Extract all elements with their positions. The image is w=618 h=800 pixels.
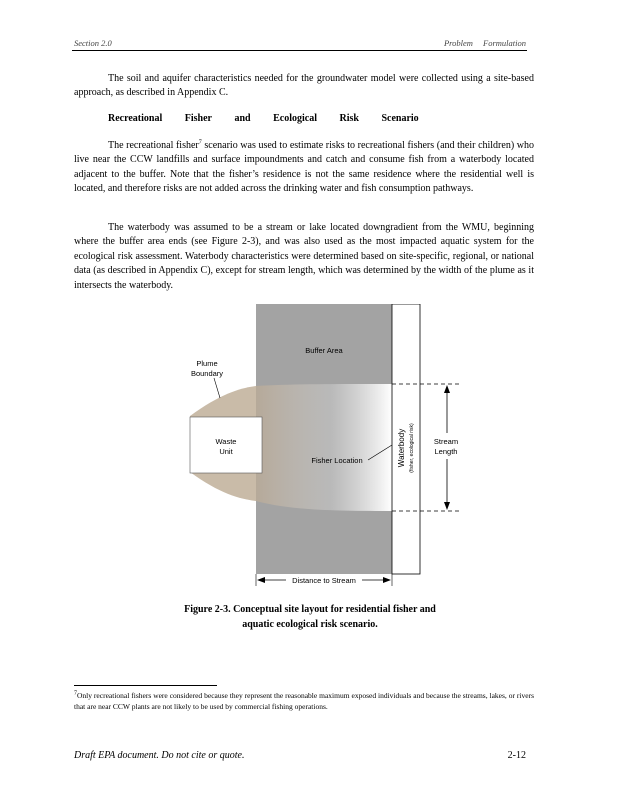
heading-word: Recreational — [108, 113, 163, 124]
heading-word: Scenario — [381, 113, 419, 124]
buffer-area-label: Buffer Area — [305, 346, 343, 355]
waterbody-sublabel: (fisher, ecological risk) — [409, 423, 415, 473]
paragraph-waterbody — [74, 221, 534, 293]
waste-unit-label: Waste — [215, 437, 237, 446]
caption-line-1: Figure 2-3. Conceptual site layout for residential fisher and — [184, 604, 436, 615]
header-rule — [72, 50, 527, 51]
heading-word: Ecological — [273, 113, 317, 124]
header-title: Problem Formulation — [443, 38, 526, 48]
footer-disclaimer: Draft EPA document. Do not cite or quote. — [74, 750, 245, 761]
paragraph-fisher — [74, 139, 534, 197]
footnote-text: Only recreational fishers were considered because they represent the reasonable maximum exposed individuals and because the streams, lakes, or rivers that are near CCW plants are not likely to be used by commercial fishing operations. — [74, 691, 534, 711]
caption-line-2: aquatic ecological risk scenario. — [242, 619, 378, 630]
page-number: 2-12 — [507, 750, 526, 761]
arrowhead-down — [444, 502, 450, 510]
paragraph-waterbody-text: The waterbody was assumed to be a stream or lake located downgradient from the WMU, beginning where the buffer area ends (see Figure 2-3), and was also used as the most impacted aquatic system for the ecological risk assessment. Waterbody characteristics were determined based on site-specific, regional, or national data (as described in Appendix C), except for stream length, which was determined by the width of the plume as it intersects the waterbody. — [74, 222, 534, 291]
paragraph-fisher-rest: scenario was used to estimate risks to recreational fishers (and their children) who live near the CCW landfills and surface impoundments and catch and consume fish from a waterbody located adjacent to the buffer. Note that the fisher’s residence is not the same residence where the residential well is located, and therefore risks are not added across the drinking water and fish consumption pathways. — [74, 140, 534, 195]
header-section: Section 2.0 — [74, 38, 112, 48]
heading-word: Risk — [339, 113, 359, 124]
plume-boundary-label: Boundary — [190, 369, 224, 378]
figure-conceptual-layout — [180, 304, 480, 594]
stream-length-label: Stream — [433, 437, 459, 446]
paragraph-soil-text: The soil and aquifer characteristics needed for the groundwater model were collected using a site-based approach, as described in Appendix C. — [74, 73, 534, 99]
plume-leader-line — [214, 378, 220, 398]
plume-boundary-label: Plume — [196, 359, 218, 368]
arrowhead-right — [383, 577, 391, 583]
paragraph-soil — [74, 72, 534, 101]
arrowhead-left — [257, 577, 265, 583]
distance-label: Distance to Stream — [292, 576, 356, 585]
heading-word: Fisher — [184, 113, 212, 124]
waterbody-label: Waterbody — [397, 428, 406, 468]
fisher-location-label: Fisher Location — [311, 456, 363, 465]
stream-length-label: Length — [434, 447, 458, 456]
footnote-mark: 7 — [74, 690, 77, 697]
heading-word: and — [234, 113, 251, 124]
footnote — [74, 690, 534, 712]
waste-unit-label: Unit — [219, 447, 233, 456]
footnote-ref: 7 — [198, 139, 202, 146]
section-heading — [108, 113, 439, 124]
arrowhead-up — [444, 385, 450, 393]
figure-caption — [150, 602, 470, 632]
plume-in-buffer — [256, 384, 392, 511]
paragraph-fisher-start: The recreational fisher — [108, 140, 199, 151]
footnote-rule — [74, 685, 217, 686]
